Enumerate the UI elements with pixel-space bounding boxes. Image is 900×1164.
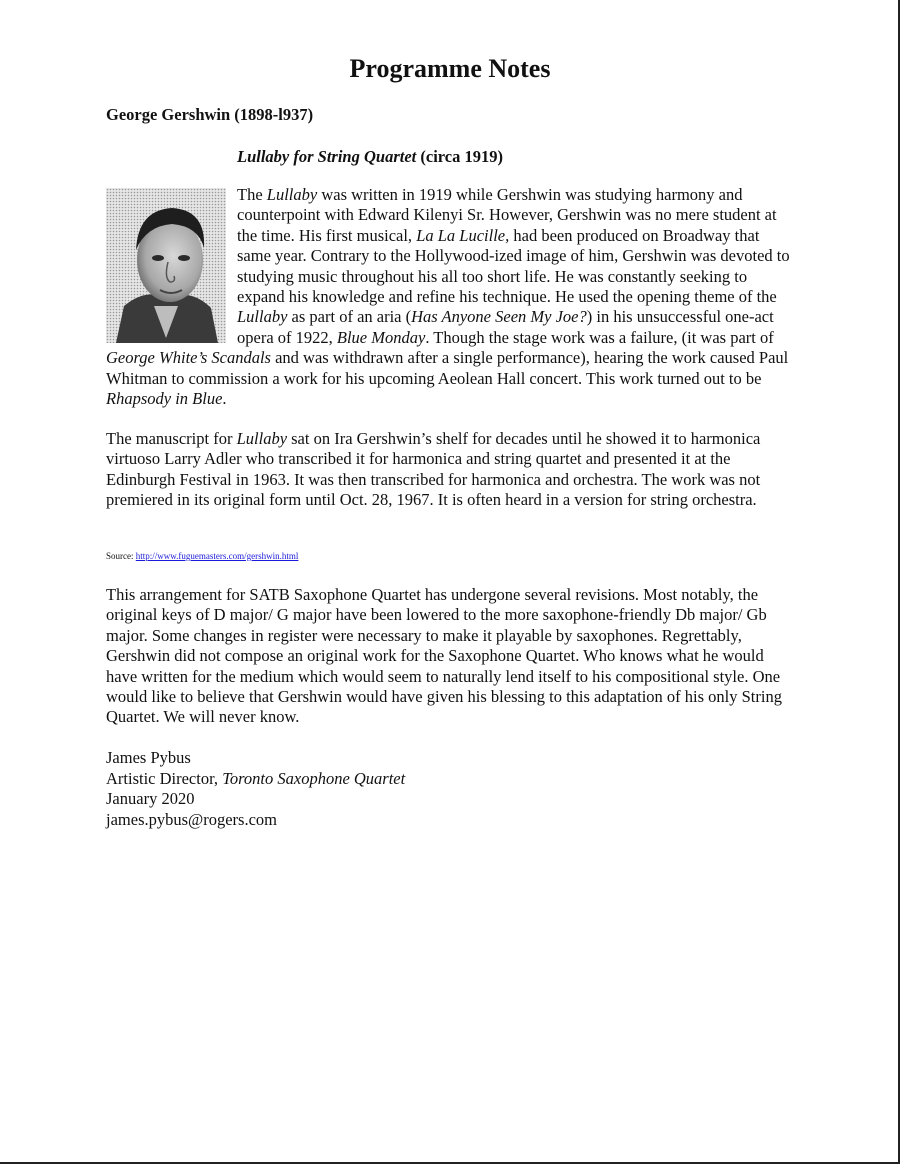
text-run: . Though the stage work was a failure, (it was part of xyxy=(425,327,774,347)
paragraph-arrangement: This arrangement for SATB Saxophone Quartet has undergone several revisions. Most notably, the original keys of D major/ G major have been lowered to the more saxophone-friendly Db major/ Gb major. Some changes in register were necessary to make it playable by saxophones. Regrettably, Gershwin did not compose an original work for the Saxophone Quartet. Who knows what he would have written for the medium which would seem to naturally lend itself to his compositional style. One would like to believe that Gershwin would have given his blessing to this adaptation of his only String Quartet. We will never know. xyxy=(106,585,782,727)
italic-run: Blue Monday xyxy=(336,327,426,347)
italic-run: Lullaby xyxy=(236,429,288,448)
text-run: as part of an aria ( xyxy=(287,307,412,327)
text-run: sat on Ira Gershwin’s shelf for decades until he showed it to harmonica virtuoso Larry Adler who transcribed it for harmonica and string quartet and presented it at the Edinburgh Festival in 1963. It was then transcribed for harmonica and orchestra. The work was not premiered in its original form until Oct. 28, 1967. It is often heard in a version for string orchestra. xyxy=(106,429,761,510)
text-run: was written in 1919 while Gershwin was studying harmony and counterpoint with Edward Kilenyi Sr. However, Gershwin was no mere student at the time. His first musical, xyxy=(237,185,777,245)
italic-run: La La Lucille, xyxy=(416,225,510,245)
italic-run: Rhapsody in Blue xyxy=(106,389,223,409)
signature-date: January 2020 xyxy=(106,789,195,809)
signature-name: James Pybus xyxy=(106,748,191,767)
gershwin-portrait-image xyxy=(106,188,226,343)
work-title: Lullaby for String Quartet xyxy=(237,147,417,166)
text-run: . xyxy=(222,389,227,409)
paragraph-history xyxy=(106,185,796,409)
italic-run: George White’s Scandals xyxy=(106,348,271,368)
text-run: and was withdrawn after a single performance), hearing the work caused Paul Whitman to commission a work for his upcoming Aeolean Hall concert. This work turned out to be xyxy=(106,348,789,388)
role-prefix: Artistic Director, xyxy=(106,768,223,788)
source-citation xyxy=(106,550,298,562)
work-heading xyxy=(237,146,503,168)
text-run: The xyxy=(237,185,267,204)
source-link[interactable]: http://www.fuguemasters.com/gershwin.html xyxy=(135,551,299,561)
paragraph-manuscript xyxy=(106,429,796,511)
signature-role xyxy=(106,769,405,790)
source-label: Source: xyxy=(106,551,136,561)
work-date: (circa 1919) xyxy=(420,147,503,166)
page-title: Programme Notes xyxy=(349,54,551,83)
italic-run: Lullaby xyxy=(266,185,318,204)
text-run: had been produced on Broadway that same year. Contrary to the Hollywood-ized image of him, Gershwin was devoted to studying music throughout his all too short life. He was constantly seeking to expand his knowledge and refine his technique. He used the opening theme of the xyxy=(237,225,790,307)
italic-run: Lullaby xyxy=(237,307,288,327)
composer-heading: George Gershwin (1898-l937) xyxy=(106,105,314,124)
signature-block xyxy=(106,748,405,830)
signature-email: james.pybus@rogers.com xyxy=(106,809,277,829)
text-run: ) in his unsuccessful one-act opera of 1922, xyxy=(237,307,774,347)
italic-run: Has Anyone Seen My Joe? xyxy=(411,307,587,327)
text-run: The manuscript for xyxy=(106,429,237,448)
organization-name: Toronto Saxophone Quartet xyxy=(222,768,406,788)
